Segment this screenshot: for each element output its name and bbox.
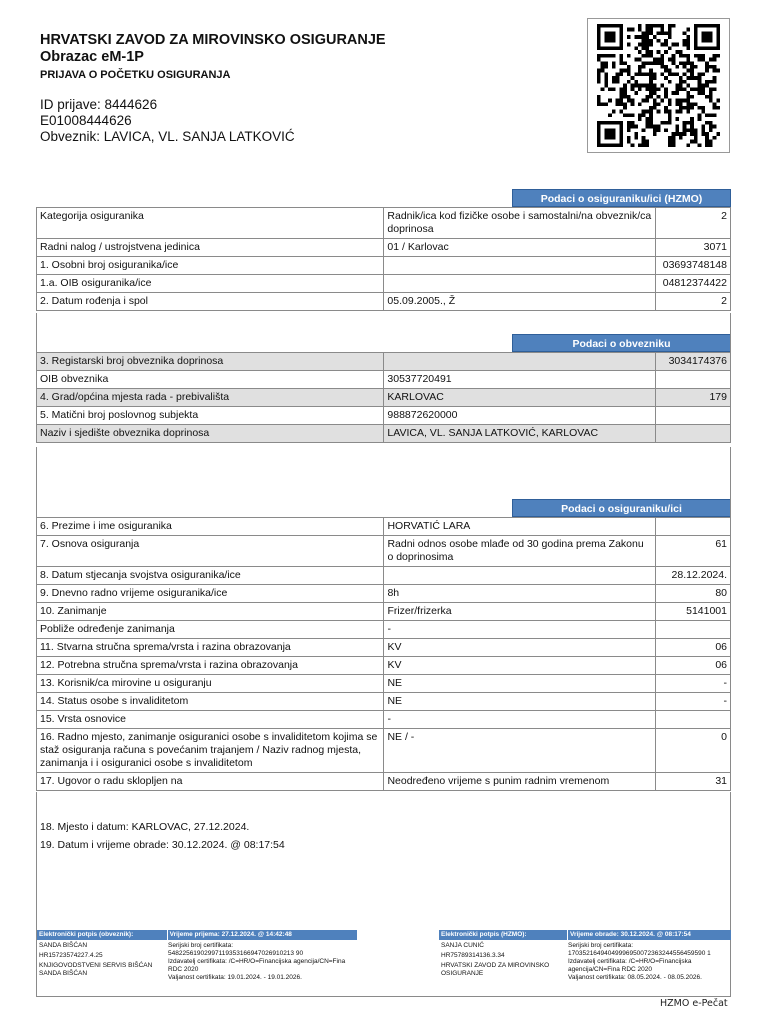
table-row: [37, 518, 731, 536]
signature-obveznik: [37, 930, 357, 982]
cell-value: -: [384, 711, 656, 729]
section-header-obveznik: Podaci o obvezniku: [512, 334, 731, 352]
cell-label: 8. Datum stjecanja svojstva osiguranika/ice: [37, 567, 384, 585]
table-row: [37, 425, 731, 443]
cell-value: 01 / Karlovac: [384, 239, 656, 257]
cell-code: 3071: [656, 239, 731, 257]
form-subtitle: PRIJAVA O POČETKU OSIGURANJA: [40, 69, 231, 81]
qr-code: [587, 18, 730, 153]
form-title: Obrazac eM-1P: [40, 49, 144, 65]
sig-left-cert: Serijski broj certifikata: 54822561902997119353166947026910213 90 Izdavatelj certifikata: /C=HR/O=Financijska agencija/CN=Fina RDC 2020 Valjanost certifikata: 19.01.2024. - 19.01.2026.: [168, 942, 346, 981]
table-row: [37, 693, 731, 711]
cell-label: 12. Potrebna stručna sprema/vrsta i razina obrazovanja: [37, 657, 384, 675]
cell-label: 9. Dnevno radno vrijeme osiguranika/ice: [37, 585, 384, 603]
cell-code: 0: [656, 729, 731, 773]
sig-right-cert: Serijski broj certifikata: 17035216494049996950072363244556459590 1 Izdavatelj certifikata: /C=HR/O=Financijska agencija/CN=Fina RDC 2020 Valjanost certifikata: 08.05.2024. - 08.05.2026.: [568, 942, 711, 981]
cell-label: 3. Registarski broj obveznika doprinosa: [37, 353, 384, 371]
table-row: [37, 275, 731, 293]
document-header: [40, 32, 386, 83]
place-date: 18. Mjesto i datum: KARLOVAC, 27.12.2024.: [40, 821, 250, 833]
cell-code: 06: [656, 639, 731, 657]
cell-code: 04812374422: [656, 275, 731, 293]
cell-code: 28.12.2024.: [656, 567, 731, 585]
cell-code: 31: [656, 773, 731, 791]
e-stamp: HZMO e-Pečat: [660, 998, 728, 1009]
table-row: [37, 603, 731, 621]
insured-hzmo-table: [36, 207, 731, 311]
cell-value: 8h: [384, 585, 656, 603]
table-row: [37, 353, 731, 371]
cell-value: [384, 567, 656, 585]
id-block: [40, 97, 295, 145]
cell-label: 17. Ugovor o radu sklopljen na: [37, 773, 384, 791]
cell-code: [656, 621, 731, 639]
section-header-hzmo: Podaci o osiguraniku/ici (HZMO): [512, 189, 731, 207]
org-title: HRVATSKI ZAVOD ZA MIROVINSKO OSIGURANJE: [40, 32, 386, 48]
cell-label: 7. Osnova osiguranja: [37, 536, 384, 567]
cell-code: -: [656, 675, 731, 693]
cell-value: 05.09.2005., Ž: [384, 293, 656, 311]
cell-code: [656, 518, 731, 536]
table-row: [37, 407, 731, 425]
cell-value: Frizer/frizerka: [384, 603, 656, 621]
table-row: [37, 675, 731, 693]
cell-value: [384, 353, 656, 371]
sig-right-company: HRVATSKI ZAVOD ZA MIROVINSKO OSIGURANJE: [441, 962, 550, 977]
table-row: [37, 711, 731, 729]
table-row: [37, 208, 731, 239]
processing-time: 19. Datum i vrijeme obrade: 30.12.2024. @ 08:17:54: [40, 839, 285, 851]
cell-code: 03693748148: [656, 257, 731, 275]
sig-left-bar-time: Vrijeme prijema: 27.12.2024. @ 14:42:48: [168, 930, 357, 940]
cell-value: KV: [384, 657, 656, 675]
table-row: [37, 729, 731, 773]
cell-label: OIB obveznika: [37, 371, 384, 389]
sig-right-bar-time: Vrijeme obrade: 30.12.2024. @ 08:17:54: [568, 930, 731, 940]
cell-code: 80: [656, 585, 731, 603]
cell-value: Radnik/ica kod fizičke osobe i samostalni/na obveznik/ca doprinosa: [384, 208, 656, 239]
id-prijave: ID prijave: 8444626: [40, 97, 158, 112]
cell-code: 179: [656, 389, 731, 407]
table-row: [37, 585, 731, 603]
obveznik-line: Obveznik: LAVICA, VL. SANJA LATKOVIĆ: [40, 129, 295, 144]
cell-label: 16. Radno mjesto, zanimanje osiguranici osobe s invaliditetom kojima se staž osiguranja računa s povećanim trajanjem / Naziv radnog mjesta, zanimanja i i osiguranici osobe s invaliditetom: [37, 729, 384, 773]
cell-code: 2: [656, 293, 731, 311]
cell-label: 5. Matični broj poslovnog subjekta: [37, 407, 384, 425]
cell-value: 30537720491: [384, 371, 656, 389]
cell-label: 1. Osobni broj osiguranika/ice: [37, 257, 384, 275]
section-gap-2: [36, 447, 731, 518]
cell-label: 10. Zanimanje: [37, 603, 384, 621]
table-row: [37, 621, 731, 639]
cell-label: 4. Grad/općina mjesta rada - prebivališta: [37, 389, 384, 407]
cell-value: HORVATIĆ LARA: [384, 518, 656, 536]
cell-value: NE: [384, 675, 656, 693]
cell-code: [656, 425, 731, 443]
table-row: [37, 389, 731, 407]
table-row: [37, 567, 731, 585]
sig-right-oib: HR75789314136.3.34: [441, 952, 505, 959]
cell-value: -: [384, 621, 656, 639]
cell-label: 14. Status osobe s invaliditetom: [37, 693, 384, 711]
cell-label: 15. Vrsta osnovice: [37, 711, 384, 729]
table-row: [37, 657, 731, 675]
cell-code: [656, 711, 731, 729]
cell-code: 3034174376: [656, 353, 731, 371]
cell-value: [384, 275, 656, 293]
section-header-osiguranik: Podaci o osiguraniku/ici: [512, 499, 731, 517]
cell-value: 988872620000: [384, 407, 656, 425]
cell-label: 6. Prezime i ime osiguranika: [37, 518, 384, 536]
cell-label: Radni nalog / ustrojstvena jedinica: [37, 239, 384, 257]
table-row: [37, 239, 731, 257]
table-row: [37, 639, 731, 657]
table-row: [37, 536, 731, 567]
cell-value: LAVICA, VL. SANJA LATKOVIĆ, KARLOVAC: [384, 425, 656, 443]
sig-right-name: SANJA CUNIĆ: [441, 942, 484, 949]
insured-table: [36, 517, 731, 791]
cell-code: 61: [656, 536, 731, 567]
cell-label: Pobliže određenje zanimanja: [37, 621, 384, 639]
signature-hzmo: [439, 930, 731, 982]
cell-value: Neodređeno vrijeme s punim radnim vremenom: [384, 773, 656, 791]
table-row: [37, 293, 731, 311]
section-gap-1: [36, 313, 731, 353]
cell-value: Radni odnos osobe mlađe od 30 godina prema Zakonu o doprinosima: [384, 536, 656, 567]
cell-label: 1.a. OIB osiguranika/ice: [37, 275, 384, 293]
cell-code: [656, 407, 731, 425]
qr-code-icon: [593, 24, 724, 147]
table-row: [37, 257, 731, 275]
cell-label: 2. Datum rođenja i spol: [37, 293, 384, 311]
employer-table: [36, 352, 731, 443]
cell-code: 5141001: [656, 603, 731, 621]
sig-right-bar-label: Elektronički potpis (HZMO):: [439, 930, 567, 940]
sig-left-oib: HR15723574227.4.25: [39, 952, 103, 959]
cell-value: KV: [384, 639, 656, 657]
sig-left-name: SANDA BIŠĆAN: [39, 942, 88, 949]
table-row: [37, 773, 731, 791]
submission-code: E01008444626: [40, 113, 132, 128]
table-row: [37, 371, 731, 389]
sig-left-company: KNJIGOVODSTVENI SERVIS BIŠĆAN SANDA BIŠĆAN: [39, 962, 153, 977]
cell-value: KARLOVAC: [384, 389, 656, 407]
cell-code: 2: [656, 208, 731, 239]
cell-value: NE: [384, 693, 656, 711]
sig-left-bar-label: Elektronički potpis (obveznik):: [37, 930, 167, 940]
cell-label: 11. Stvarna stručna sprema/vrsta i razina obrazovanja: [37, 639, 384, 657]
cell-label: Naziv i sjedište obveznika doprinosa: [37, 425, 384, 443]
cell-label: Kategorija osiguranika: [37, 208, 384, 239]
cell-code: [656, 371, 731, 389]
cell-code: -: [656, 693, 731, 711]
cell-value: [384, 257, 656, 275]
footer-lines: [40, 818, 285, 854]
cell-value: NE / -: [384, 729, 656, 773]
cell-label: 13. Korisnik/ca mirovine u osiguranju: [37, 675, 384, 693]
cell-code: 06: [656, 657, 731, 675]
